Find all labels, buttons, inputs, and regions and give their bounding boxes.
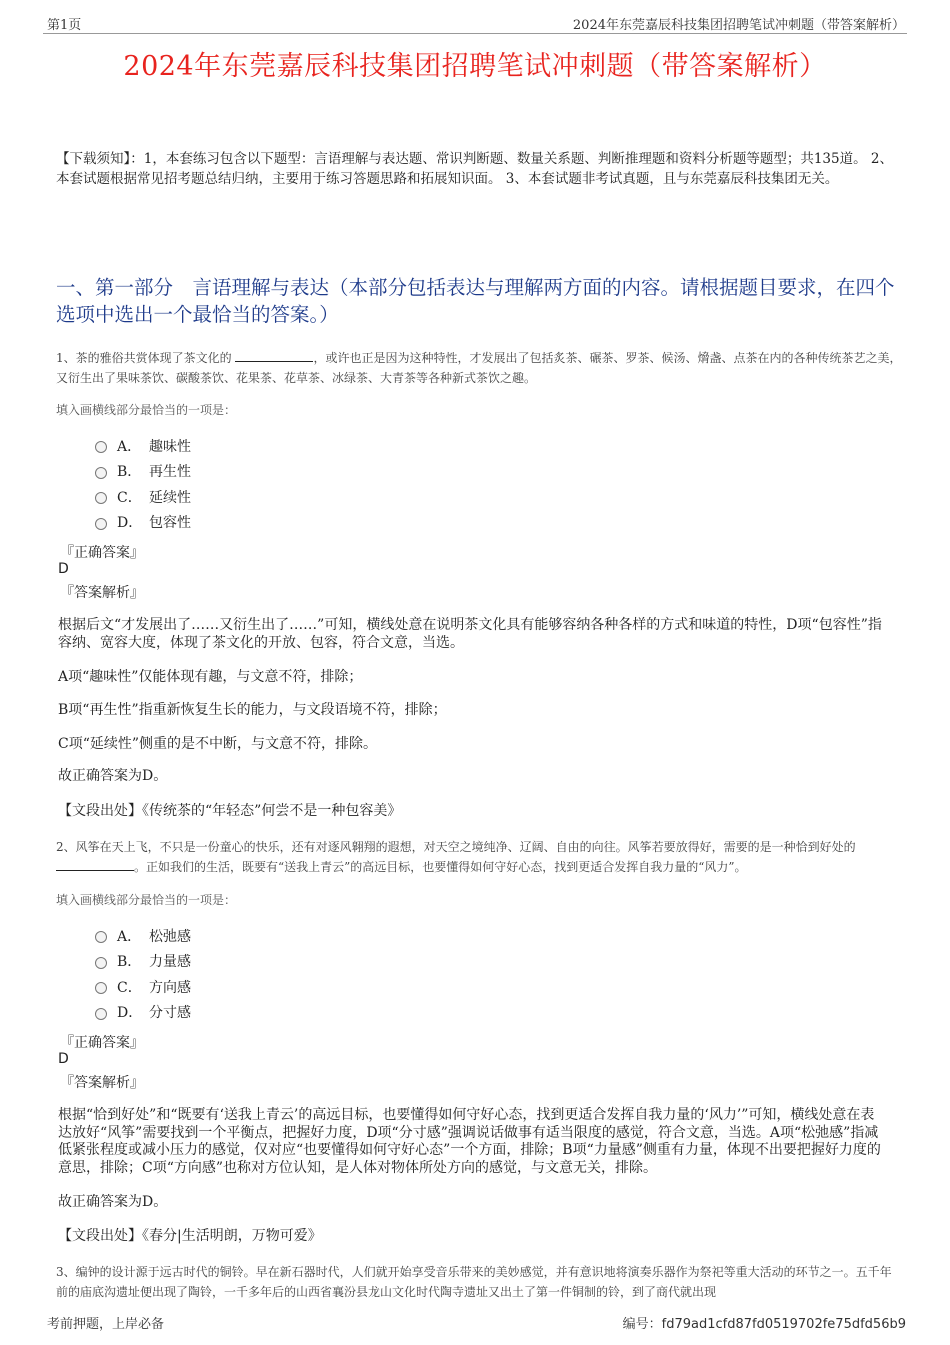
document-code-value: fd79ad1cfd87fd0519702fe75dfd56b9 (661, 1317, 906, 1332)
analysis-paragraph: A项“趣味性”仅能体现有趣，与文意不符，排除； (58, 669, 363, 685)
question-1-text-after: ，或许也正是因为这种特性，才发展出了包括炙茶、碾茶、罗茶、候汤、熁盏、点茶在内的各种传统茶艺之美，又衍生出了果味茶饮、碳酸茶饮、花果茶、花草茶、冰绿茶、大青茶等各种新式茶饮之趣。 (56, 351, 902, 385)
question-2-option-d[interactable]: D． 分寸感 (95, 1000, 191, 1026)
document-title: 2024年东莞嘉辰科技集团招聘笔试冲刺题（带答案解析） (123, 51, 827, 82)
radio-icon[interactable] (95, 492, 107, 504)
correct-answer: D (58, 1051, 69, 1067)
download-notice: 【下载须知】：1，本套练习包含以下题型：言语理解与表达题、常识判断题、数量关系题、判断推理题和资料分析题等题型；共135道。 2、本套试题根据常见招考题总结归纳，主要用于练习答题思路和拓展知识面。 3、本套试题非考试真题，且与东莞嘉辰科技集团无关。 (56, 151, 893, 187)
analysis-paragraph: B项“再生性”指重新恢复生长的能力，与文段语境不符，排除； (58, 702, 447, 718)
question-2-option-a[interactable]: A． 松弛感 (95, 923, 191, 949)
page-header (0, 0, 950, 34)
analysis-conclusion: 故正确答案为D。 (58, 1194, 168, 1210)
source-citation: 【文段出处】《春分|生活明朗，万物可爱》 (58, 1228, 322, 1244)
question-1-option-b[interactable]: B． 再生性 (95, 459, 191, 485)
radio-icon[interactable] (95, 982, 107, 994)
header-divider (43, 33, 907, 34)
radio-icon[interactable] (95, 441, 107, 453)
question-2-text (56, 837, 902, 877)
question-1 (56, 348, 902, 388)
question-1-prompt: 填入画横线部分最恰当的一项是： (56, 403, 237, 417)
radio-icon[interactable] (95, 1008, 107, 1020)
analysis-conclusion: 故正确答案为D。 (58, 768, 168, 784)
fill-blank (235, 349, 313, 362)
document-code (623, 1313, 906, 1332)
radio-icon[interactable] (95, 957, 107, 969)
question-1-option-a[interactable]: A． 趣味性 (95, 433, 191, 459)
question-2-option-c[interactable]: C． 方向感 (95, 974, 191, 1000)
question-1-option-d[interactable]: D． 包容性 (95, 510, 191, 536)
footer-slogan: 考前押题，上岸必备 (47, 1317, 165, 1332)
document-code-label: 编号： (622, 1317, 662, 1332)
radio-icon[interactable] (95, 467, 107, 479)
question-3-text: 3、编钟的设计源于远古时代的铜铃。早在新石器时代，人们就开始享受音乐带来的美妙感觉，并有意识地将演奏乐器作为祭祀等重大活动的环节之一。五千年前的庙底沟遗址便出现了陶铃，一千多年后的山西省襄汾县龙山文化时代陶寺遗址又出土了第一件铜制的铃，到了商代就出现 (56, 1265, 892, 1299)
correct-answer: D (58, 561, 69, 577)
question-2-options (95, 923, 191, 1025)
radio-icon[interactable] (95, 931, 107, 943)
analysis-paragraph: 根据后文“才发展出了……又衍生出了……”可知，横线处意在说明茶文化具有能够容纳各种各样的方式和味道的特性，D项“包容性”指容纳、宽容大度，体现了茶文化的开放、包容，符合文意，当选。 (58, 617, 882, 651)
fill-blank (56, 858, 134, 871)
source-citation: 【文段出处】《传统茶的“年轻态”何尝不是一种包容美》 (58, 803, 402, 819)
running-title: 2024年东莞嘉辰科技集团招聘笔试冲刺题（带答案解析） (572, 18, 905, 33)
analysis-heading: 『答案解析』 (60, 1075, 144, 1091)
question-1-options (95, 433, 191, 535)
question-2-text-before: 2、风筝在天上飞，不只是一份童心的快乐，还有对逐风翱翔的遐想，对天空之境纯净、辽阔、自由的向往。风筝若要放得好，需要的是一种恰到好处的 (56, 840, 856, 854)
question-2-option-b[interactable]: B． 力量感 (95, 949, 191, 975)
question-2 (56, 837, 902, 877)
question-1-text-before: 1、茶的雅俗共赏体现了茶文化的 (56, 351, 232, 365)
radio-icon[interactable] (95, 518, 107, 530)
section-heading: 一、第一部分 言语理解与表达（本部分包括表达与理解两方面的内容。请根据题目要求，在四个选项中选出一个最恰当的答案。） (56, 276, 895, 326)
answer-heading: 『正确答案』 (60, 545, 144, 561)
question-1-text (56, 348, 902, 388)
question-2-prompt: 填入画横线部分最恰当的一项是： (56, 893, 237, 907)
question-2-text-after: 。正如我们的生活，既要有“送我上青云”的高远目标，也要懂得如何守好心态，找到更适合发挥自我力量的“风力”。 (134, 860, 747, 874)
analysis-paragraph: 根据“恰到好处”和“既要有‘送我上青云’的高远目标，也要懂得如何守好心态，找到更适合发挥自我力量的‘风力’”可知，横线处意在表达放好“风筝”需要找到一个平衡点，把握好力度，D项“分寸感”强调说话做事有适当限度的感觉，符合文意，当选。A项“松弛感”指减低紧张程度或减小压力的感觉，仅对应“也要懂得如何守好心态”一个方面，排除；B项“力量感”侧重有力量，体现不出要把握好力度的意思，排除；C项“方向感”也称对方位认知，是人体对物体所处方向的感觉，与文意无关，排除。 (58, 1107, 881, 1176)
analysis-paragraph: C项“延续性”侧重的是不中断，与文意不符，排除。 (58, 736, 378, 752)
question-1-option-c[interactable]: C． 延续性 (95, 484, 191, 510)
page-number: 第1页 (47, 18, 82, 33)
answer-heading: 『正确答案』 (60, 1035, 144, 1051)
analysis-heading: 『答案解析』 (60, 585, 144, 601)
